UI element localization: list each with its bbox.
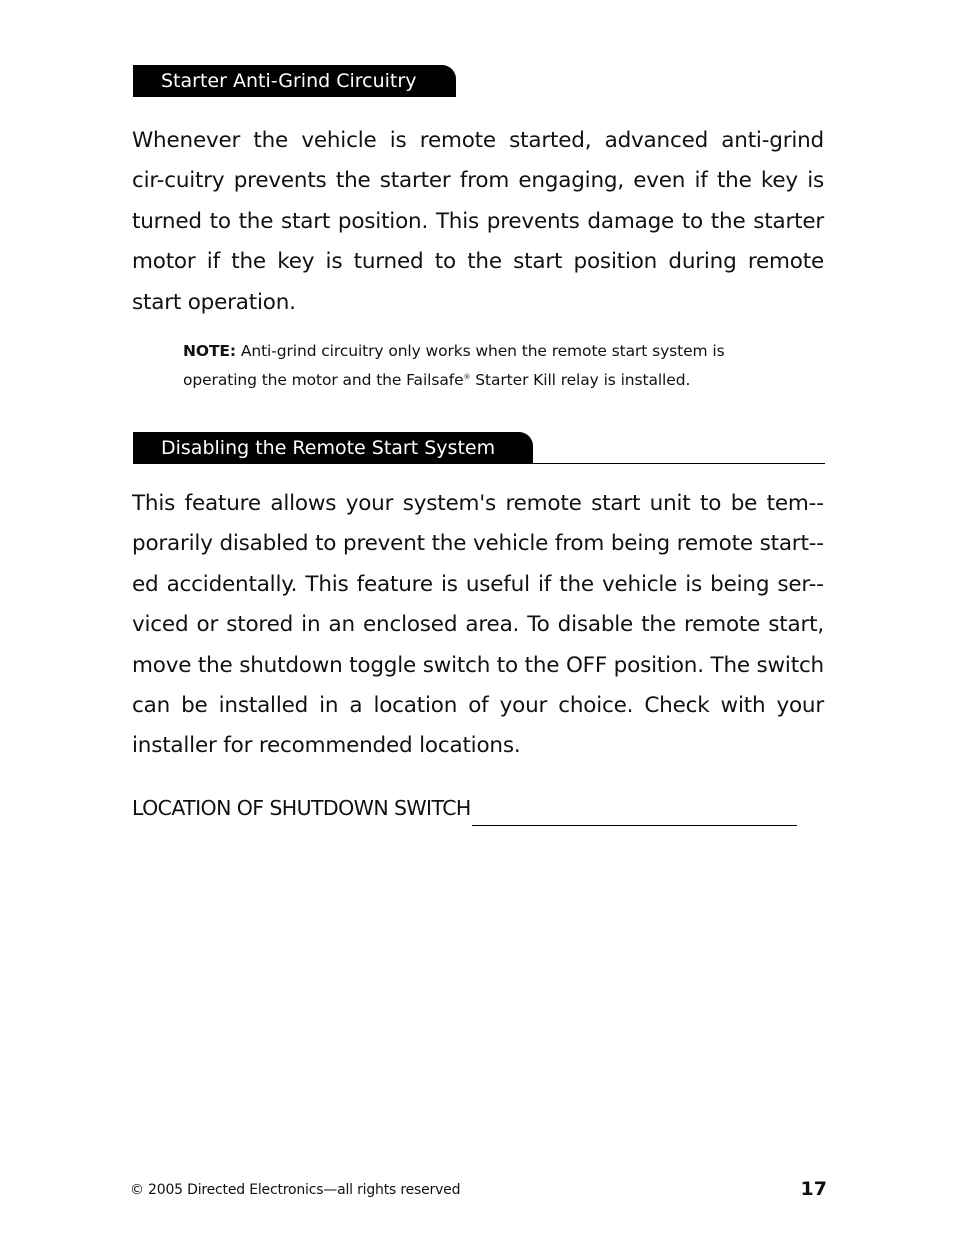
- section-title: Disabling the Remote Start System: [133, 432, 533, 464]
- section-header-disabling: [133, 432, 825, 464]
- location-label: LOCATION OF SHUTDOWN SWITCH: [132, 796, 471, 820]
- note: [183, 338, 783, 393]
- section-title: Starter Anti-Grind Circuitry: [133, 65, 456, 97]
- note-label: NOTE:: [183, 342, 237, 360]
- disabling-paragraph: This feature allows your system's remote start unit to be tem-porarily disabled to prevent the vehicle from being remote start-ed accidentally. This feature is useful if the vehicle is being ser-viced or stored in an enclosed area. To disable the remote start, move the shutdown toggle switch to the OFF position. The switch can be installed in a location of your choice. Check with your installer for recommended locations.: [132, 491, 824, 759]
- anti-grind-paragraph: Whenever the vehicle is remote started, advanced anti-grind cir-cuitry prevents the starter from engaging, even if the key is turned to the start position. This prevents damage to the starter motor if the key is turned to the start position during remote start operation.: [132, 128, 824, 315]
- location-blank-line[interactable]: [472, 799, 797, 826]
- shutdown-switch-location-field: [132, 790, 812, 826]
- note-text-part2: Starter Kill relay is installed.: [470, 371, 691, 389]
- page-number: 17: [800, 1178, 827, 1200]
- copyright-footer: © 2005 Directed Electronics—all rights reserved: [130, 1182, 461, 1198]
- registered-mark: ®: [463, 373, 471, 381]
- note-text-part1: Anti-grind circuitry only works when the remote start system is operating the motor and the Failsafe: [183, 342, 725, 389]
- section-header-anti-grind: [133, 65, 456, 97]
